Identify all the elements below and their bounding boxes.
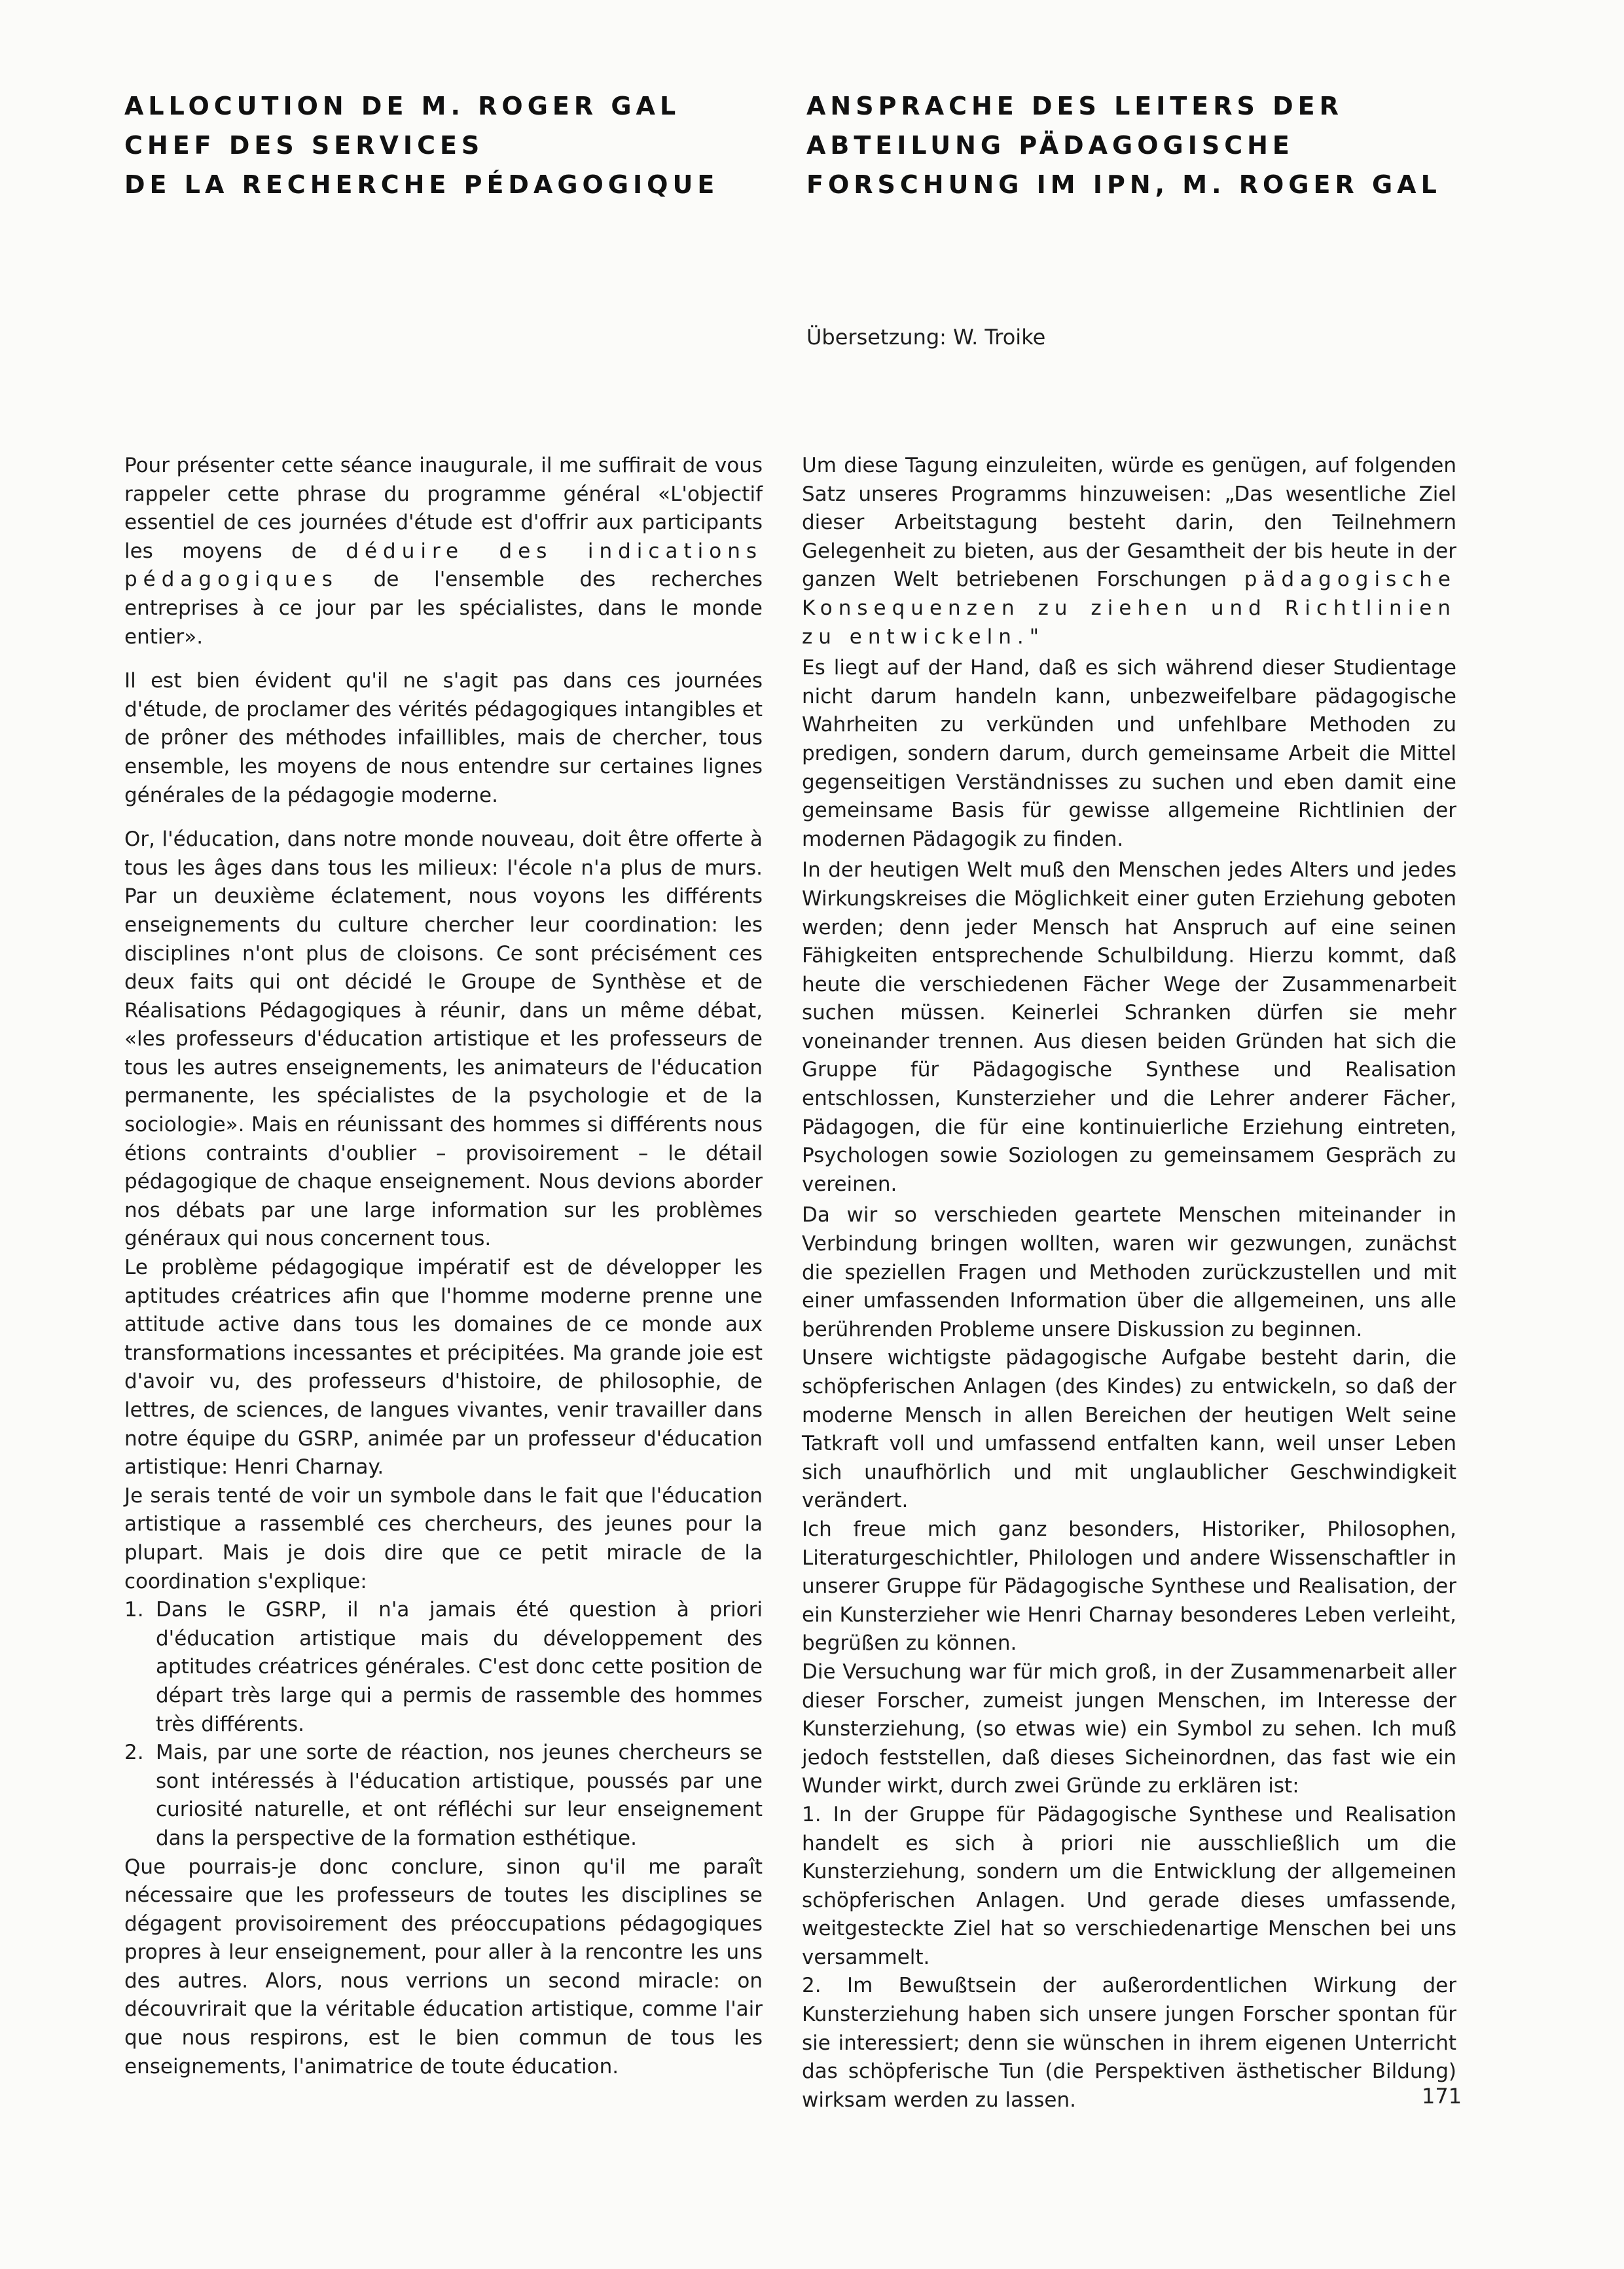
paragraph: Que pourrais-je donc conclure, sinon qu'il me paraît nécessaire que les professeurs de toutes les disciplines se dégagent provisoirement des préoccupations pédagogiques propres à leur enseignement, pour aller à la rencontre les uns des autres. Alors, nous verrions un second miracle: on découvrirait que la véritable éducation artistique, comme l'air que nous respirons, est le bien commun de tous les enseignements, l'animatrice de toute éducation. (124, 1855, 763, 2078)
paragraph (802, 452, 1456, 651)
title-german (806, 86, 1513, 204)
paragraph: In der heutigen Welt muß den Menschen jedes Alters und jedes Wirkungskreises die Möglichkeit einer guten Erziehung geboten werden; denn jeder Mensch hat Anspruch auf eine seinen Fähigkeiten entsprechende Schulbildung. Hierzu kommt, daß heute die verschiedenen Fächer Wege der Zusammenarbeit suchen müssen. Keinerlei Schranken dürfen sie mehr voneinander trennen. Aus diesen beiden Gründen hat sich die Gruppe für Pädagogische Synthese und Realisation entschlossen, Kunsterzieher und die Lehrer anderer Fächer, Pädagogen, die für eine kontinuierliche Erziehung eintreten, Psychologen sowie Soziologen zu gemeinsamem Gespräch zu vereinen. (802, 858, 1456, 1196)
title-line: FORSCHUNG IM IPN, M. ROGER GAL (806, 170, 1441, 199)
list-text: Mais, par une sorte de réaction, nos jeunes chercheurs se sont intéressés à l'éducation artistique, poussés par une curiosité naturelle, et ont réfléchi sur leur enseignement dans la perspective de la formation esthétique. (156, 1741, 763, 1850)
list-number: 1. (124, 1598, 144, 1622)
paragraph (124, 452, 763, 651)
paragraph: Es liegt auf der Hand, daß es sich während dieser Studientage nicht darum handeln kann, unbezweifelbare pädagogische Wahrheiten zu verkünden und unfehlbare Methoden zu predigen, sondern darum, durch gemeinsame Arbeit die Mittel gegenseitigen Verständnisses zu suchen und eben damit eine gemeinsame Basis für gewisse allgemeine Richtlinien der modernen Pädagogik zu finden. (802, 656, 1456, 851)
german-column (802, 452, 1456, 2115)
paragraph: Da wir so verschieden geartete Menschen miteinander in Verbindung bringen wollten, waren wir gezwungen, zunächst die speziellen Fragen und Methoden zurückzustellen und mit einer umfassenden Information über die allgemeinen, uns alle berührenden Probleme unsere Diskussion zu beginnen. (802, 1203, 1456, 1341)
title-french (124, 86, 792, 204)
title-line: CHEF DES SERVICES (124, 131, 484, 160)
list-item (124, 1739, 763, 1853)
title-line: ALLOCUTION DE M. ROGER GAL (124, 92, 681, 120)
list-number: 2. (124, 1741, 144, 1765)
paragraph: Unsere wichtigste pädagogische Aufgabe besteht darin, die schöpferischen Anlagen (des Kindes) zu entwickeln, so daß der moderne Mensch in allen Bereichen der heutigen Welt seine Tatkraft voll und umfassend entfalten kann, weil unser Leben sich unaufhörlich und mit unglaublicher Geschwindigkeit verändert. (802, 1346, 1456, 1513)
paragraph: Le problème pédagogique impératif est de développer les aptitudes créatrices afin que l'homme moderne prenne une attitude active dans tous les domaines de ce monde aux transformations incessantes et précipitées. Ma grande joie est d'avoir vu, des professeurs d'histoire, de philosophie, de lettres, de sciences, de langues vivantes, venir travailler dans notre équipe du GSRP, animée par un professeur d'éducation artistique: Henri Charnay. (124, 1256, 763, 1479)
text-run: Um diese Tagung einzuleiten, würde es genügen, auf folgenden Satz unseres Programms hinzuweisen: „Das wesentliche Ziel dieser Arbeitstagung besteht darin, den Teilnehmern Gelegenheit zu bieten, aus der Gesamtheit der bis heute in der ganzen Welt betriebenen Forschungen (802, 454, 1456, 592)
translator-credit: Übersetzung: W. Troike (806, 325, 1046, 350)
paragraph: Je serais tenté de voir un symbole dans le fait que l'éducation artistique a rassemblé ces chercheurs, des jeunes pour la plupart. Mais je dois dire que ce petit miracle de la coordination s'explique: (124, 1483, 763, 1593)
title-line: DE LA RECHERCHE PÉDAGOGIQUE (124, 170, 719, 199)
paragraph: 1. In der Gruppe für Pädagogische Synthese und Realisation handelt es sich à priori nie ausschließlich um die Kunsterziehung, sondern um die Entwicklung der allgemeinen schöpferischen Anlagen. Und gerade dieses umfassende, weitgesteckte Ziel hat so verschiedenartige Menschen bei uns versammelt. (802, 1802, 1456, 1969)
paragraph: Or, l'éducation, dans notre monde nouveau, doit être offerte à tous les âges dans tous les milieux: l'école n'a plus de murs. Par un deuxième éclatement, nous voyons les différents enseignements du culture chercher leur coordination: les disciplines n'ont plus de cloisons. Ce sont précisément ces deux faits qui ont décidé le Groupe de Synthèse et de Réalisations Pédagogiques à réunir, dans un même débat, «les professeurs d'éducation artistique et les professeurs de tous les autres enseignements, les animateurs de l'éducation permanente, les spécialistes de la psychologie et de la sociologie». Mais en réunissant des hommes si différents nous étions contraints d'oublier – provisoirement – le détail pédagogique de chaque enseignement. Nous devions aborder nos débats par une large information sur les problèmes généraux qui nous concernent tous. (124, 827, 763, 1251)
text-run: de l'ensemble des recherches entreprises à ce jour par les spécialistes, dans le monde entier». (124, 568, 763, 649)
text-run: Pour présenter cette séance inaugurale, il me suffirait de vous rappeler cette phrase du programme général «L'objectif essentiel de ces journées d'étude est d'offrir aux participants les moyens de (124, 454, 763, 563)
page-number: 171 (1422, 2084, 1462, 2109)
paragraph: Die Versuchung war für mich groß, in der Zusammenarbeit aller dieser Forscher, zumeist jungen Menschen, im Interesse der Kunsterziehung, (so etwas wie) ein Symbol zu sehen. Ich muß jedoch feststellen, daß dieses Sicheinordnen, das fast wie ein Wunder wirkt, durch zwei Gründe zu erklären ist: (802, 1660, 1456, 1798)
title-line: ANSPRACHE DES LEITERS DER (806, 92, 1343, 120)
emphasis-spaced: pädagogische Konsequenzen zu ziehen und Richtlinien zu entwickeln." (802, 568, 1456, 649)
paragraph: 2. Im Bewußtsein der außerordentlichen Wirkung der Kunsterziehung haben sich unsere jungen Forscher spontan für sie interessiert; denn sie wünschen in ihrem eigenen Unterricht das schöpferische Tun (die Perspektiven ästhetischer Bildung) wirksam werden zu lassen. (802, 1974, 1456, 2112)
list-text: Dans le GSRP, il n'a jamais été question à priori d'éducation artistique mais du développement des aptitudes créatrices générales. C'est donc cette position de départ très large qui a permis de rassemble des hommes très différents. (156, 1598, 763, 1736)
title-line: ABTEILUNG PÄDAGOGISCHE (806, 131, 1294, 160)
numbered-list (124, 1596, 763, 1853)
paragraph: Il est bien évident qu'il ne s'agit pas dans ces journées d'étude, de proclamer des vérités pédagogiques intangibles et de prôner des méthodes infaillibles, mais de chercher, tous ensemble, les moyens de nous entendre sur certaines lignes générales de la pédagogie moderne. (124, 669, 763, 807)
paragraph: Ich freue mich ganz besonders, Historiker, Philosophen, Literaturgeschichtler, Philologen und andere Wissenschaftler in unserer Gruppe für Pädagogische Synthese und Realisation, der ein Kunsterzieher wie Henri Charnay besonderes Leben verleiht, begrüßen zu können. (802, 1517, 1456, 1656)
list-item (124, 1596, 763, 1739)
emphasis-spaced: déduire des indications pédagogiques (124, 539, 763, 592)
french-column (124, 452, 763, 2081)
